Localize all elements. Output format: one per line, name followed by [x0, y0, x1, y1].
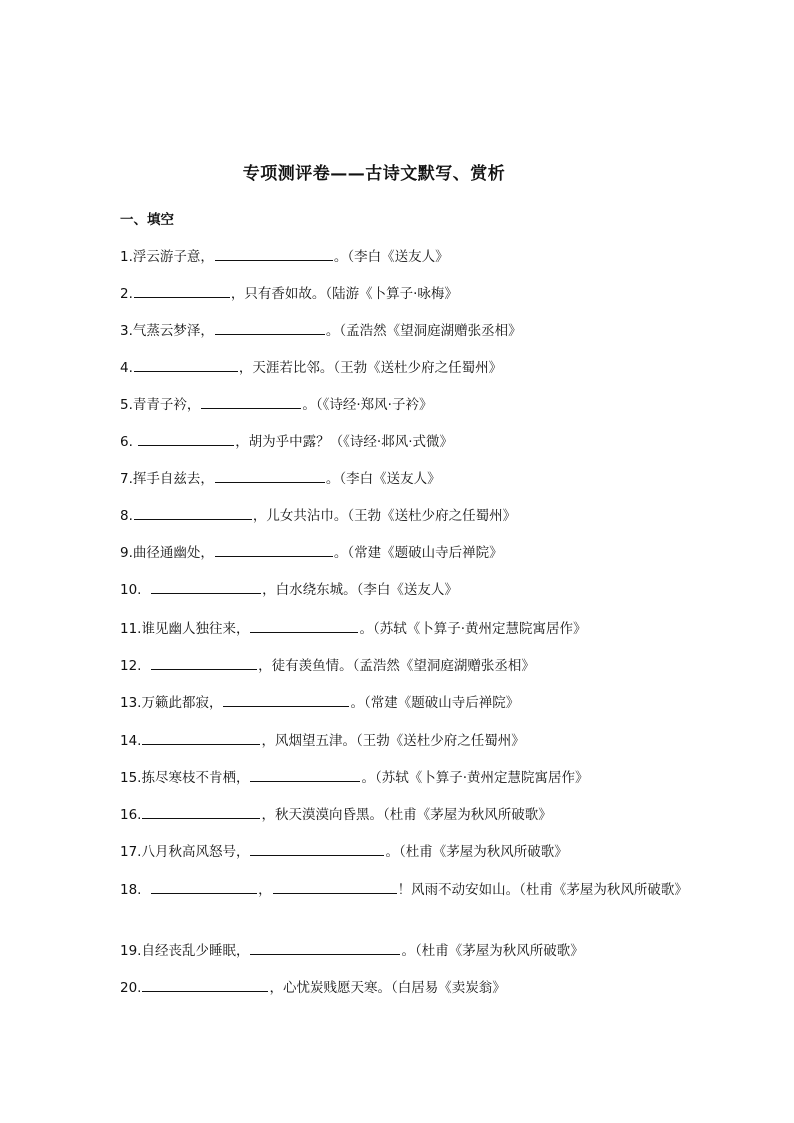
question-number: 6.: [120, 434, 133, 450]
question-16: [120, 803, 690, 826]
question-source: ，只有香如故。（陆游《卜算子·咏梅》: [230, 286, 458, 302]
section-heading: 一、填空: [120, 212, 174, 228]
question-source: ，儿女共沾巾。（王勃《送杜少府之任蜀州》: [252, 508, 517, 524]
question-source: ，风烟望五津。（王勃《送杜少府之任蜀州》: [261, 733, 525, 749]
question-number: 13.: [120, 695, 142, 711]
question-text: 青青子衿，: [132, 397, 201, 413]
question-number: 14.: [120, 733, 142, 749]
question-source: ，天涯若比邻。（王勃《送杜少府之任蜀州》: [238, 360, 503, 376]
question-18: [120, 878, 690, 901]
question-number: 7.: [120, 471, 133, 487]
question-text: 曲径通幽处，: [132, 545, 214, 561]
question-number: 11.: [120, 621, 142, 637]
question-3: [120, 319, 690, 342]
question-number: 18.: [120, 882, 142, 898]
answer-blank[interactable]: [250, 939, 400, 955]
answer-blank[interactable]: [142, 803, 260, 819]
question-4: [120, 356, 690, 379]
question-number: 19.: [120, 943, 142, 959]
answer-blank[interactable]: [250, 766, 360, 782]
question-source: ，白水绕东城。（李白《送友人》: [262, 582, 458, 598]
answer-blank[interactable]: [142, 976, 268, 992]
answer-blank[interactable]: [142, 729, 260, 745]
question-number: 12.: [120, 658, 142, 674]
question-8: [120, 504, 690, 527]
answer-blank[interactable]: [138, 430, 234, 446]
answer-blank[interactable]: [151, 878, 257, 894]
question-number: 20.: [120, 980, 142, 996]
answer-blank[interactable]: [250, 617, 358, 633]
question-source: 。（苏轼《卜算子·黄州定慧院寓居作》: [359, 621, 587, 637]
answer-blank[interactable]: [134, 356, 238, 372]
page-title: 专项测评卷——古诗文默写、赏析: [242, 164, 506, 184]
answer-blank[interactable]: [223, 691, 349, 707]
question-12: [120, 654, 690, 677]
question-20: [120, 976, 690, 999]
answer-blank[interactable]: [215, 467, 325, 483]
answer-blank[interactable]: [273, 878, 397, 894]
question-19: [120, 939, 690, 962]
question-17: [120, 840, 690, 863]
answer-blank[interactable]: [215, 541, 333, 557]
question-text: 八月秋高风怒号，: [141, 844, 250, 860]
question-source: 。（杜甫《茅屋为秋风所破歌》: [385, 844, 568, 860]
answer-blank[interactable]: [134, 504, 252, 520]
question-source: 。（杜甫《茅屋为秋风所破歌》: [401, 943, 584, 959]
question-2: [120, 282, 690, 305]
question-text: 气蒸云梦泽，: [132, 323, 214, 339]
answer-blank[interactable]: [215, 319, 325, 335]
question-number: 5.: [120, 397, 133, 413]
answer-blank[interactable]: [151, 578, 261, 594]
question-text: 挥手自兹去，: [132, 471, 214, 487]
answer-blank[interactable]: [134, 282, 230, 298]
question-source: ，秋天漠漠向昏黑。（杜甫《茅屋为秋风所破歌》: [261, 807, 552, 823]
question-number: 2.: [120, 286, 133, 302]
question-number: 1.: [120, 249, 133, 265]
answer-blank[interactable]: [201, 393, 301, 409]
question-number: 17.: [120, 844, 142, 860]
question-number: 15.: [120, 770, 142, 786]
question-source: 。（苏轼《卜算子·黄州定慧院寓居作》: [361, 770, 589, 786]
question-number: 16.: [120, 807, 142, 823]
question-7: [120, 467, 690, 490]
answer-blank[interactable]: [215, 245, 333, 261]
question-source: 。（李白《送友人》: [325, 471, 441, 487]
answer-blank[interactable]: [250, 840, 384, 856]
question-number: 4.: [120, 360, 133, 376]
question-source: ！风雨不动安如山。（杜甫《茅屋为秋风所破歌》: [397, 882, 688, 898]
answer-blank[interactable]: [151, 654, 257, 670]
question-6: [120, 430, 690, 453]
question-1: [120, 245, 690, 268]
question-text: 谁见幽人独往来，: [141, 621, 250, 637]
question-10: [120, 578, 690, 601]
question-text: 自经丧乱少睡眠，: [141, 943, 250, 959]
question-separator: ，: [258, 882, 272, 898]
question-source: ，胡为乎中露？（《诗经·邶风·式微》: [235, 434, 454, 450]
question-11: [120, 617, 690, 640]
question-number: 3.: [120, 323, 133, 339]
question-13: [120, 691, 690, 714]
question-number: 8.: [120, 508, 133, 524]
question-source: 。（《诗经·郑风·子衿》: [302, 397, 433, 413]
question-source: ，徒有羡鱼情。（孟浩然《望洞庭湖赠张丞相》: [258, 658, 535, 674]
question-source: 。（常建《题破山寺后禅院》: [350, 695, 520, 711]
question-source: 。（孟浩然《望洞庭湖赠张丞相》: [325, 323, 522, 339]
question-9: [120, 541, 690, 564]
question-number: 10.: [120, 582, 142, 598]
question-source: ，心忧炭贱愿天寒。（白居易《卖炭翁》: [269, 980, 506, 996]
question-14: [120, 729, 690, 752]
question-text: 拣尽寒枝不肯栖，: [141, 770, 250, 786]
question-text: 浮云游子意，: [132, 249, 214, 265]
question-source: 。（常建《题破山寺后禅院》: [333, 545, 503, 561]
question-source: 。（李白《送友人》: [333, 249, 449, 265]
question-text: 万籁此都寂，: [141, 695, 223, 711]
question-5: [120, 393, 690, 416]
question-15: [120, 766, 690, 789]
question-number: 9.: [120, 545, 133, 561]
